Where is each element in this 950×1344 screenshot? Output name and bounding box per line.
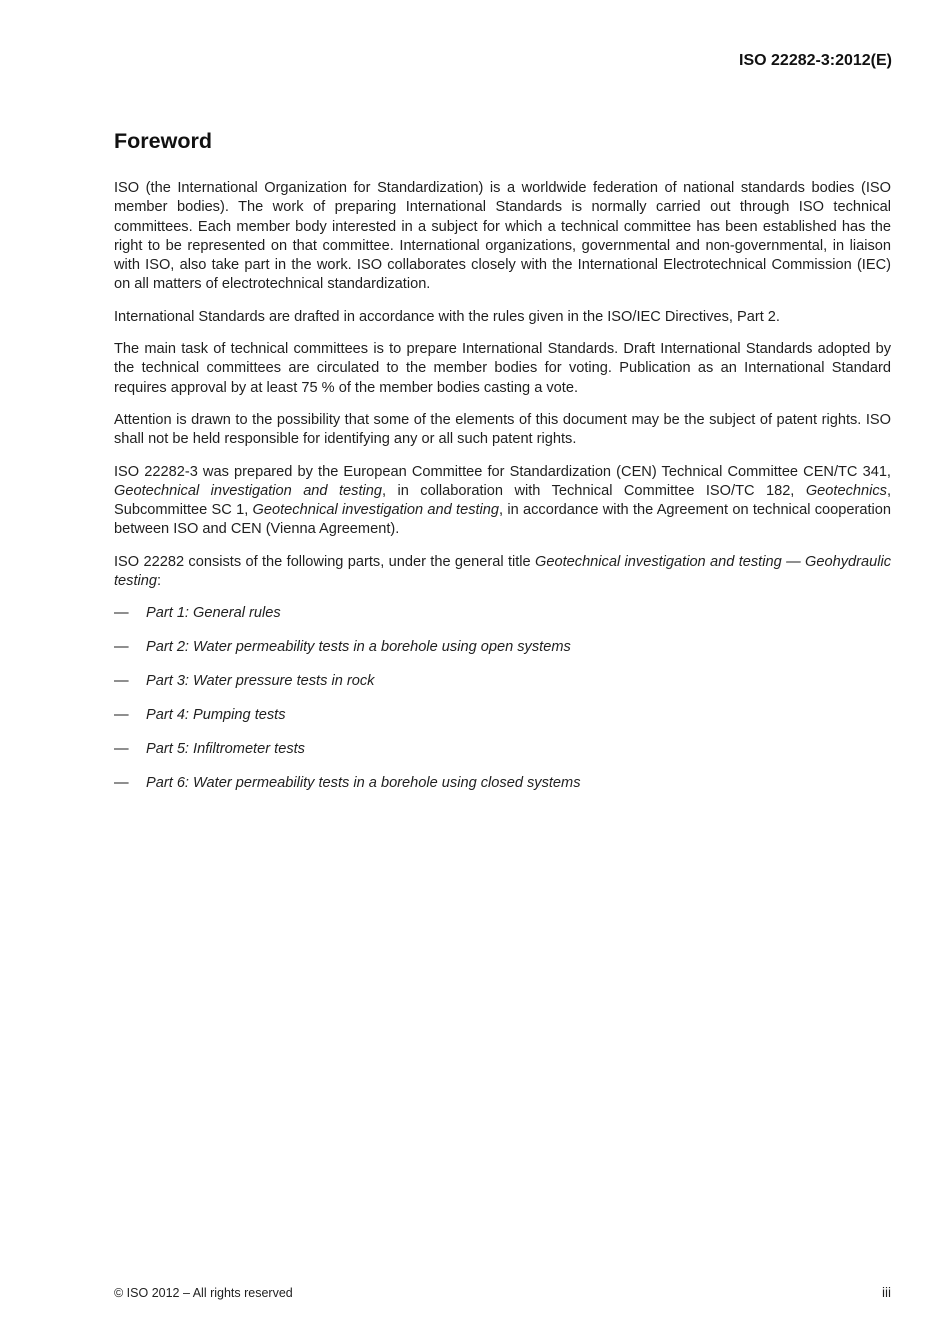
list-item: [114, 706, 891, 725]
list-item-text: Part 2: Water permeability tests in a borehole using open systems: [146, 639, 571, 656]
list-dash: —: [114, 740, 129, 757]
page-content: [114, 129, 891, 808]
preparation-text-3: , Subcommittee SC 1,: [114, 482, 891, 519]
list-dash: —: [114, 707, 129, 724]
paragraph-drafting-rules: International Standards are drafted in accordance with the rules given in the ISO/IEC Directives, Part 2.: [114, 308, 780, 325]
list-item-text: Part 4: Pumping tests: [146, 707, 286, 724]
list-dash: —: [114, 639, 129, 656]
preparation-text-2: , in collaboration with Technical Committee ISO/TC 182,: [381, 482, 806, 499]
preparation-text-1: ISO 22282-3 was prepared by the European Committee for Standardization (CEN) Technical Committee CEN/TC 341,: [114, 463, 891, 480]
parts-intro-italic: Geotechnical investigation and testing — Geohydraulic testing: [114, 553, 891, 590]
preparation-text-4: , in accordance with the Agreement on technical cooperation between ISO and CEN (Vienna Agreement).: [114, 502, 891, 538]
list-dash: —: [114, 605, 129, 622]
parts-intro-text-2: :: [157, 573, 162, 590]
preparation-italic-2: Geotechnics: [805, 482, 887, 499]
list-item: [114, 604, 891, 623]
list-item: [114, 774, 891, 793]
paragraph-preparation: [114, 463, 891, 540]
list-item-text: Part 3: Water pressure tests in rock: [146, 673, 375, 690]
document-id-header: ISO 22282-3:2012(E): [739, 52, 892, 69]
list-item: [114, 740, 891, 759]
paragraph-committee-task: The main task of technical committees is to prepare International Standards. Draft International Standards adopted by the technical committees are circulated to the member bodies for voting. Publication as an International Standard requires approval by at least 75 % of the member bodies casting a vote.: [114, 341, 891, 396]
preparation-italic-3: Geotechnical investigation and testing: [252, 502, 500, 519]
paragraph-patent-notice: Attention is drawn to the possibility that some of the elements of this document may be the subject of patent rights. ISO shall not be held responsible for identifying any or all such patent rights.: [114, 411, 891, 448]
list-item: [114, 672, 891, 691]
preparation-italic-1: Geotechnical investigation and testing: [114, 482, 382, 499]
list-item-text: Part 6: Water permeability tests in a borehole using closed systems: [146, 774, 581, 791]
paragraph-iso-intro: ISO (the International Organization for Standardization) is a worldwide federation of national standards bodies (ISO member bodies). The work of preparing International Standards is normally carried out through ISO technical committees. Each member body interested in a subject for which a technical committee has been established has the right to be represented on that committee. International organizations, governmental and non-governmental, in liaison with ISO, also take part in the work. ISO collaborates closely with the International Electrotechnical Commission (IEC) on all matters of electrotechnical standardization.: [114, 180, 891, 293]
parts-list: [114, 604, 891, 793]
list-item-text: Part 5: Infiltrometer tests: [146, 740, 305, 757]
paragraph-parts-intro: [114, 553, 891, 592]
list-dash: —: [114, 774, 129, 791]
list-dash: —: [114, 673, 129, 690]
list-item-text: Part 1: General rules: [146, 605, 281, 622]
page-number: iii: [882, 1285, 891, 1300]
parts-intro-text-1: ISO 22282 consists of the following parts, under the general title: [114, 553, 536, 570]
copyright-notice: © ISO 2012 – All rights reserved: [114, 1286, 293, 1300]
list-item: [114, 638, 891, 657]
page-title: Foreword: [114, 129, 212, 153]
